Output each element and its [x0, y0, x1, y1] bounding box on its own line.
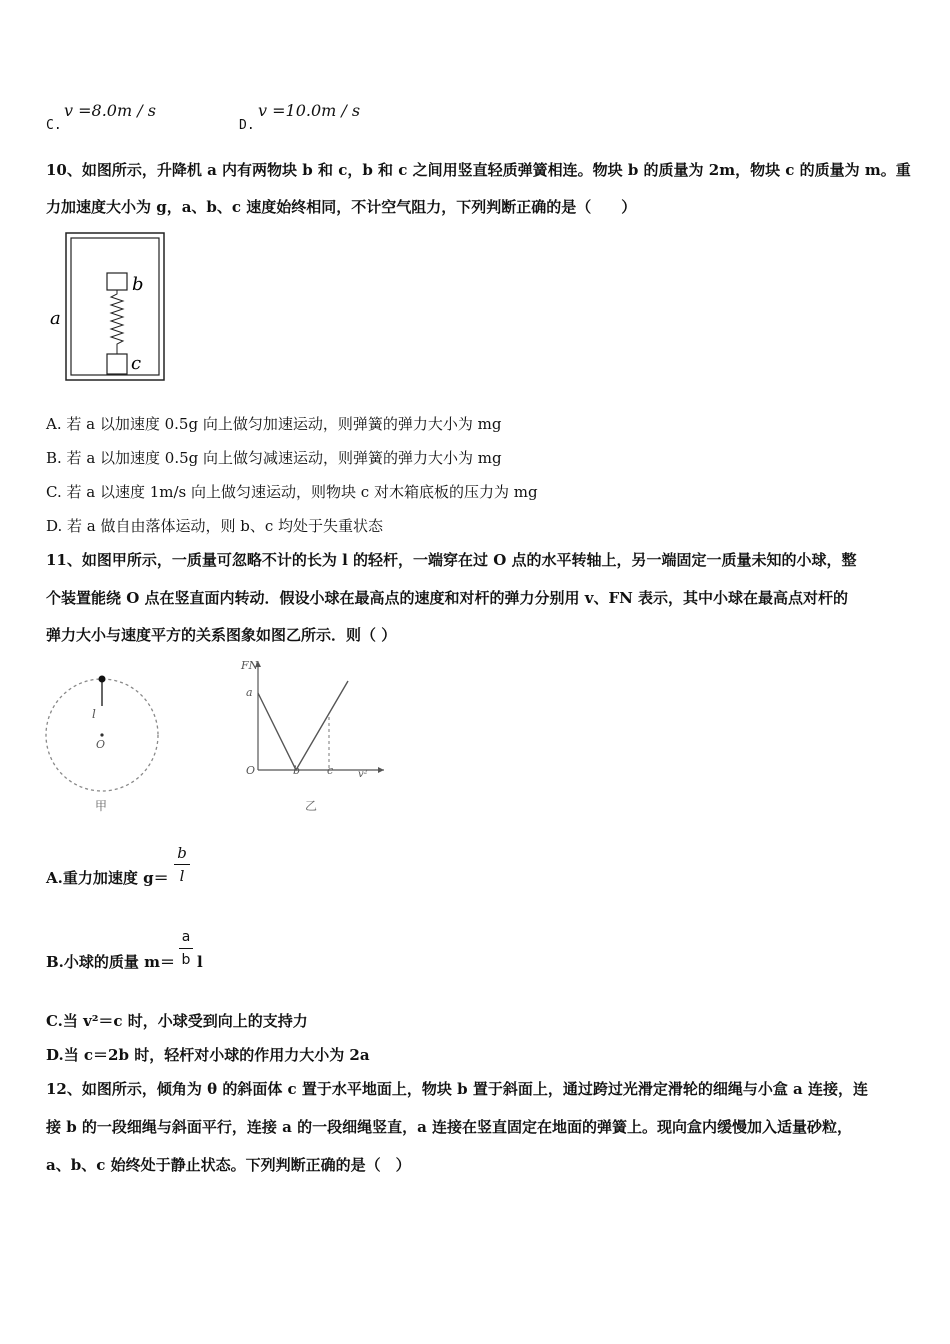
q11-option-b-suffix: l: [197, 953, 203, 971]
q11-option-b-fraction: [179, 928, 193, 969]
q11-stem-line3: 弹力大小与速度平方的关系图象如图乙所示．则（ ）: [46, 626, 397, 644]
label-c: c: [131, 353, 142, 374]
q10-elevator-figure: [44, 228, 174, 388]
q12-stem-line2: 接 b 的一段细绳与斜面平行，连接 a 的一段细绳竖直，a 连接在竖直固定在地面的弹簧上。现向盒内缓慢加入适量砂粒，: [46, 1118, 853, 1136]
fraction-bar: [179, 948, 193, 949]
q12-stem-line3: a、b、c 始终处于静止状态。下列判断正确的是（ ）: [46, 1156, 411, 1174]
q10-option-d: D. 若 a 做自由落体运动，则 b、c 均处于失重状态: [46, 517, 384, 535]
x-axis-arrow: [378, 767, 384, 773]
option-d-formula: v =10.0m / s: [258, 101, 361, 120]
rod-label: l: [92, 707, 96, 721]
spring: [111, 290, 123, 354]
block-b: [107, 273, 127, 290]
q11-option-d: D.当 c＝2b 时，轻杆对小球的作用力大小为 2a: [46, 1046, 370, 1064]
label-b: b: [132, 274, 144, 295]
block-c: [107, 354, 127, 374]
caption-jia: 甲: [95, 799, 108, 813]
q11-stem-line1: 11、如图甲所示，一质量可忽略不计的长为 l 的轻杆，一端穿在过 O 点的水平转轴上，另一端固定一质量未知的小球，整: [46, 551, 857, 569]
q11-option-a: A.重力加速度 g＝: [46, 869, 169, 887]
center-label: O: [96, 738, 106, 751]
option-c-formula: v =8.0m / s: [64, 101, 156, 120]
x-axis-label: v²: [358, 769, 368, 780]
c-label: c: [327, 764, 334, 777]
origin-label: O: [246, 764, 256, 777]
q11-option-c: C.当 v²＝c 时，小球受到向上的支持力: [46, 1012, 308, 1030]
b-label: b: [293, 764, 301, 777]
q11-option-b: B.小球的质量 m＝: [46, 953, 175, 971]
q10-option-b: B. 若 a 以加速度 0.5g 向上做匀减速运动，则弹簧的弹力大小为 mg: [46, 449, 502, 467]
pivot-point: [100, 733, 103, 736]
fraction-denominator: l: [179, 867, 185, 885]
q10-stem-line2: 力加速度大小为 g，a、b、c 速度始终相同，不计空气阻力，下列判断正确的是（ ）: [46, 198, 637, 216]
option-c-label: C.: [46, 118, 62, 133]
q10-stem-line1: 10、如图所示，升降机 a 内有两物块 b 和 c，b 和 c 之间用竖直轻质弹簧相连。物块 b 的质量为 2m，物块 c 的质量为 m。重: [46, 161, 911, 179]
a-label: a: [246, 686, 253, 699]
label-a: a: [50, 308, 61, 329]
q12-stem-line1: 12、如图所示，倾角为 θ 的斜面体 c 置于水平地面上，物块 b 置于斜面上，通过跨过光滑定滑轮的细绳与小盒 a 连接，连: [46, 1080, 869, 1098]
y-axis-label: FN: [241, 659, 259, 672]
fraction-numerator: b: [177, 844, 187, 862]
caption-yi: 乙: [305, 799, 318, 813]
ball: [99, 676, 106, 683]
q11-option-a-fraction: [174, 844, 190, 885]
q10-option-a: A. 若 a 以加速度 0.5g 向上做匀加速运动，则弹簧的弹力大小为 mg: [46, 415, 502, 433]
option-d-label: D.: [239, 118, 255, 133]
q11-figure-right: [236, 655, 386, 820]
fraction-numerator: a: [181, 929, 191, 945]
q11-stem-line2: 个装置能绕 O 点在竖直面内转动．假设小球在最高点的速度和对杆的弹力分别用 v、FN 表示，其中小球在最高点对杆的: [46, 589, 849, 607]
fraction-bar: [174, 864, 190, 865]
fn-v2-graph: [258, 681, 348, 770]
q11-figure-left: [44, 668, 169, 818]
fraction-denominator: b: [181, 952, 191, 968]
q10-option-c: C. 若 a 以速度 1m/s 向上做匀速运动，则物块 c 对木箱底板的压力为 mg: [46, 483, 538, 501]
